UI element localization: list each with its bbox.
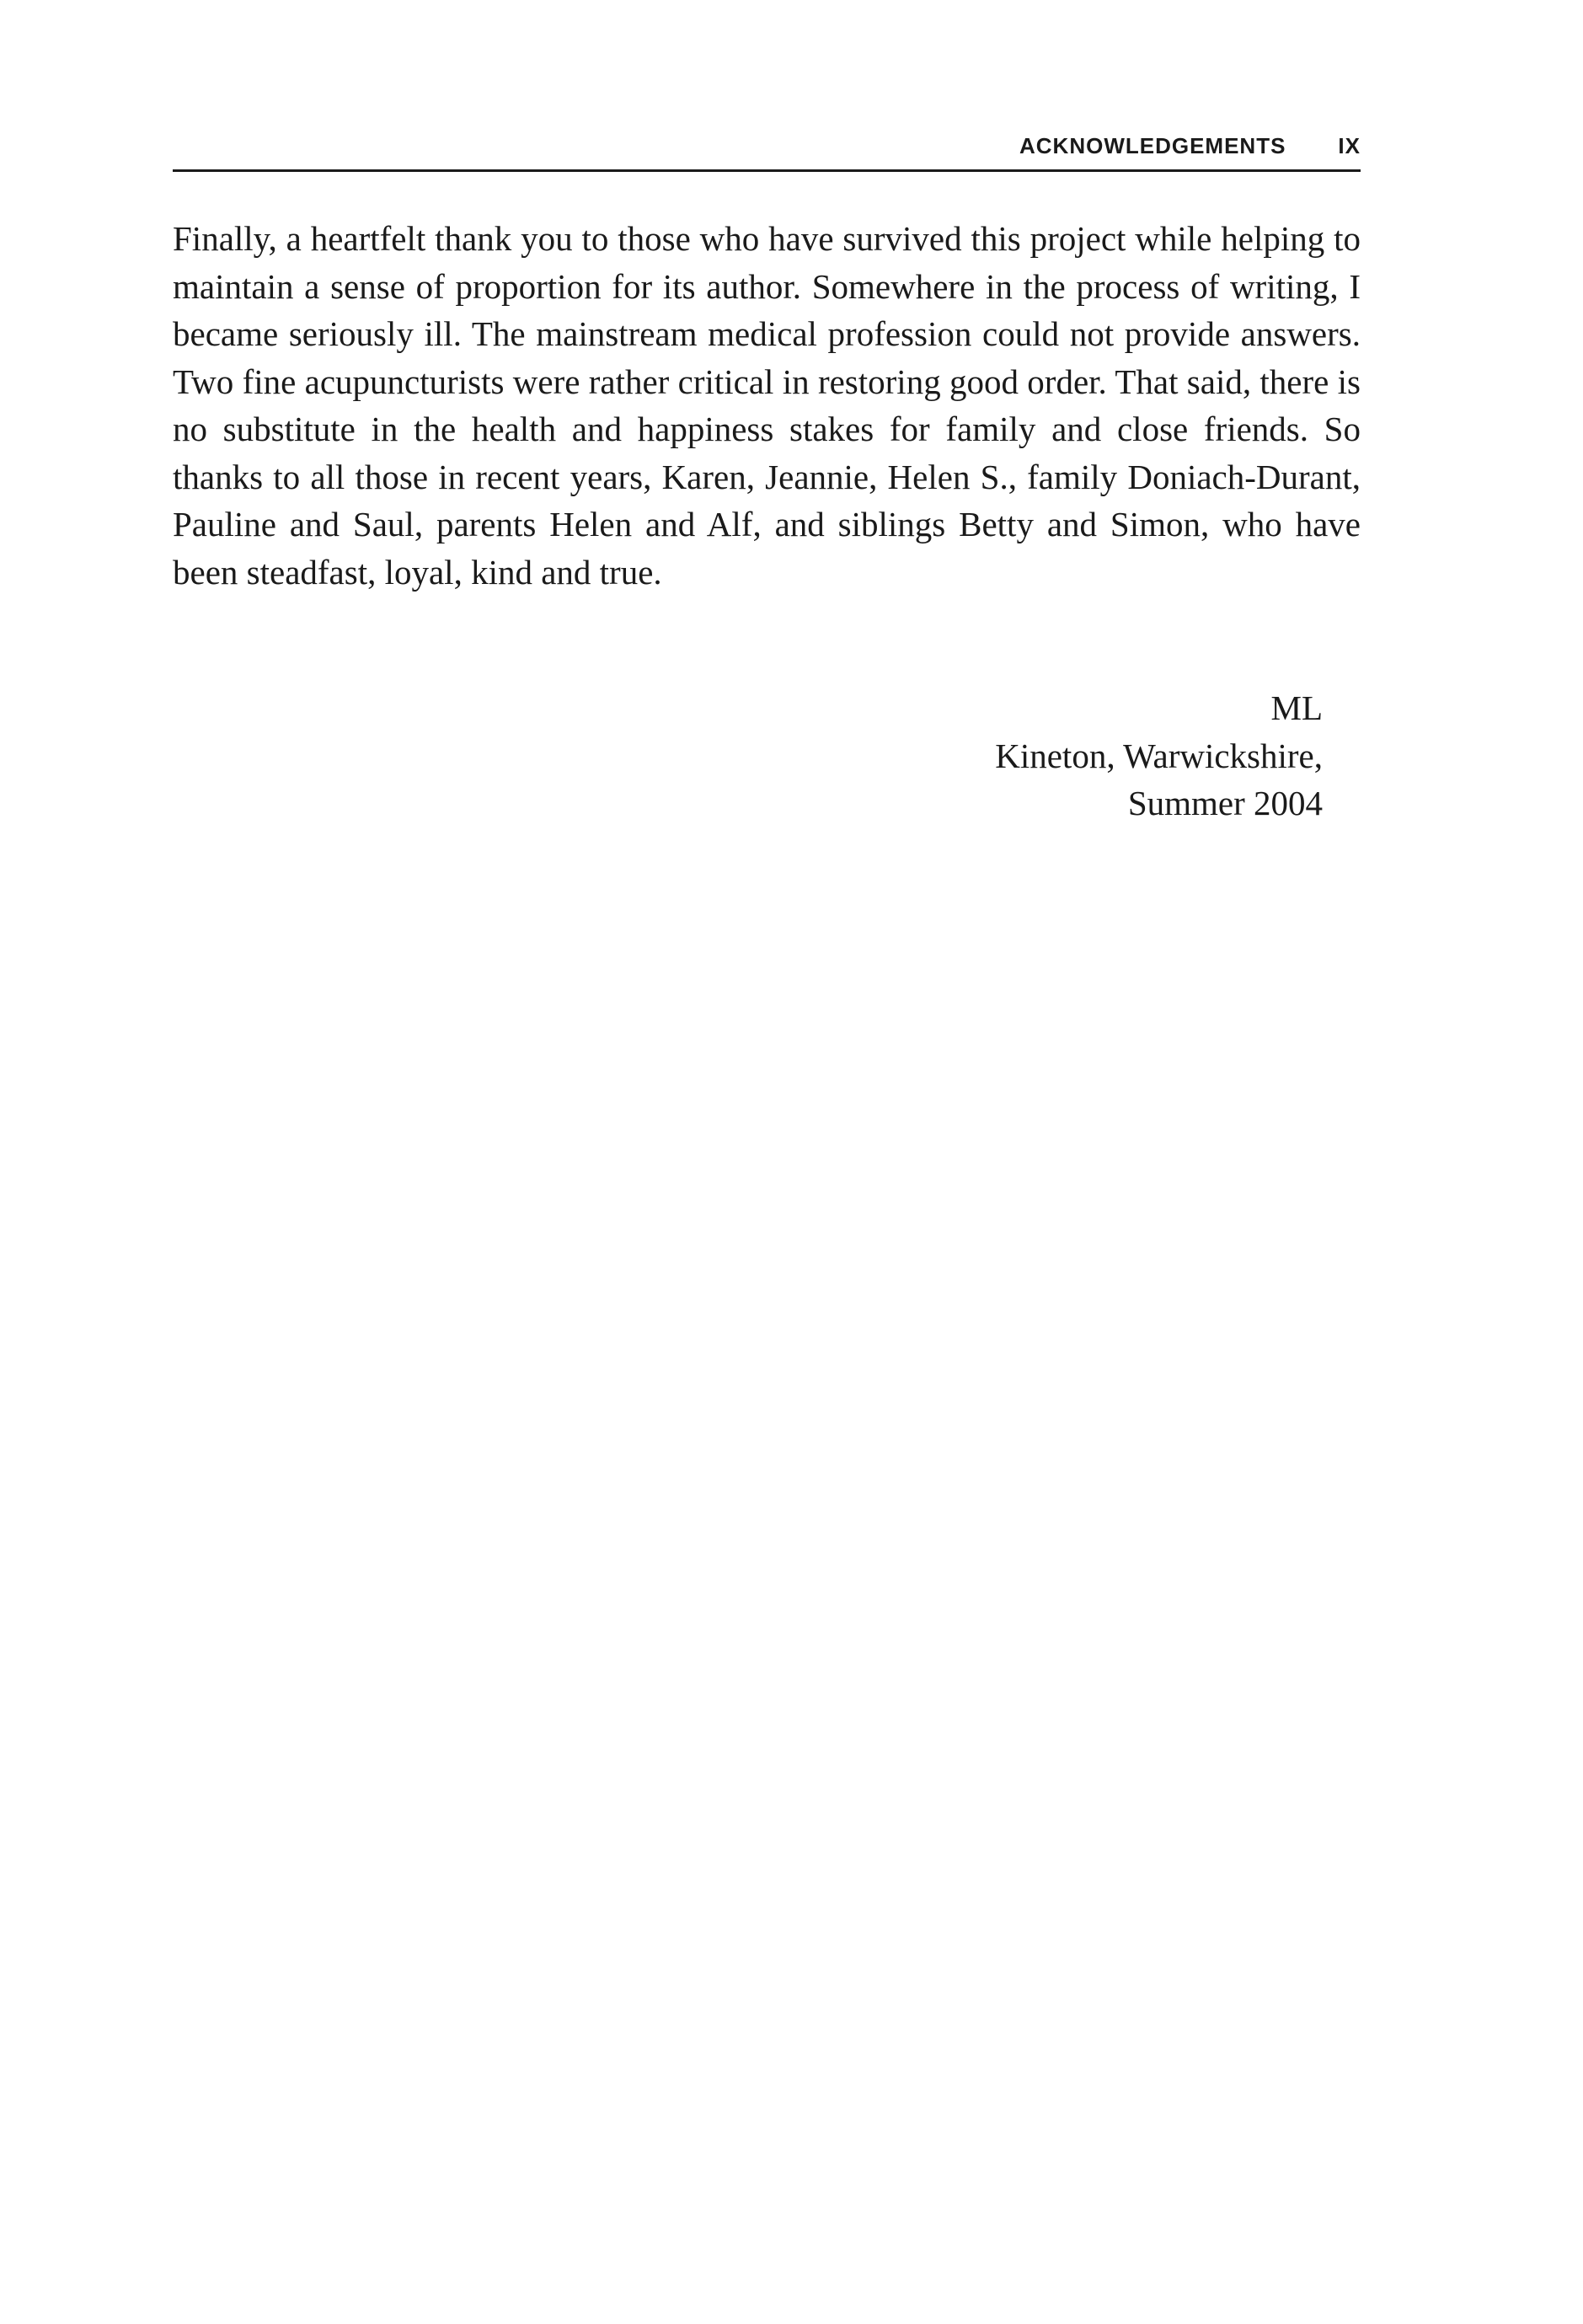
signoff-place: Kineton, Warwickshire, [995,736,1323,775]
signoff [995,684,1323,827]
author-initials: ML [1270,688,1323,727]
running-head-title: ACKNOWLEDGEMENTS [1019,133,1286,158]
signoff-date: Summer 2004 [1127,784,1323,822]
acknowledgement-paragraph: Finally, a heartfelt thank you to those who have survived this project while helping to maintain a sense of proportion for its author. Somewhere in the process of writing, I became seriously ill. The mainstream medical profession could not provide answers. Two fine acupuncturists were rather critical in restoring good order. That said, there is no substitute in the health and happiness stakes for family and close friends. So thanks to all those in recent years, Karen, Jeannie, Helen S., family Doniach-Durant, Pauline and Saul, parents Helen and Alf, and siblings Betty and Simon, who have been steadfast, loyal, kind and true. [173,219,1361,592]
page-number: IX [1338,133,1361,158]
running-head [173,133,1361,172]
